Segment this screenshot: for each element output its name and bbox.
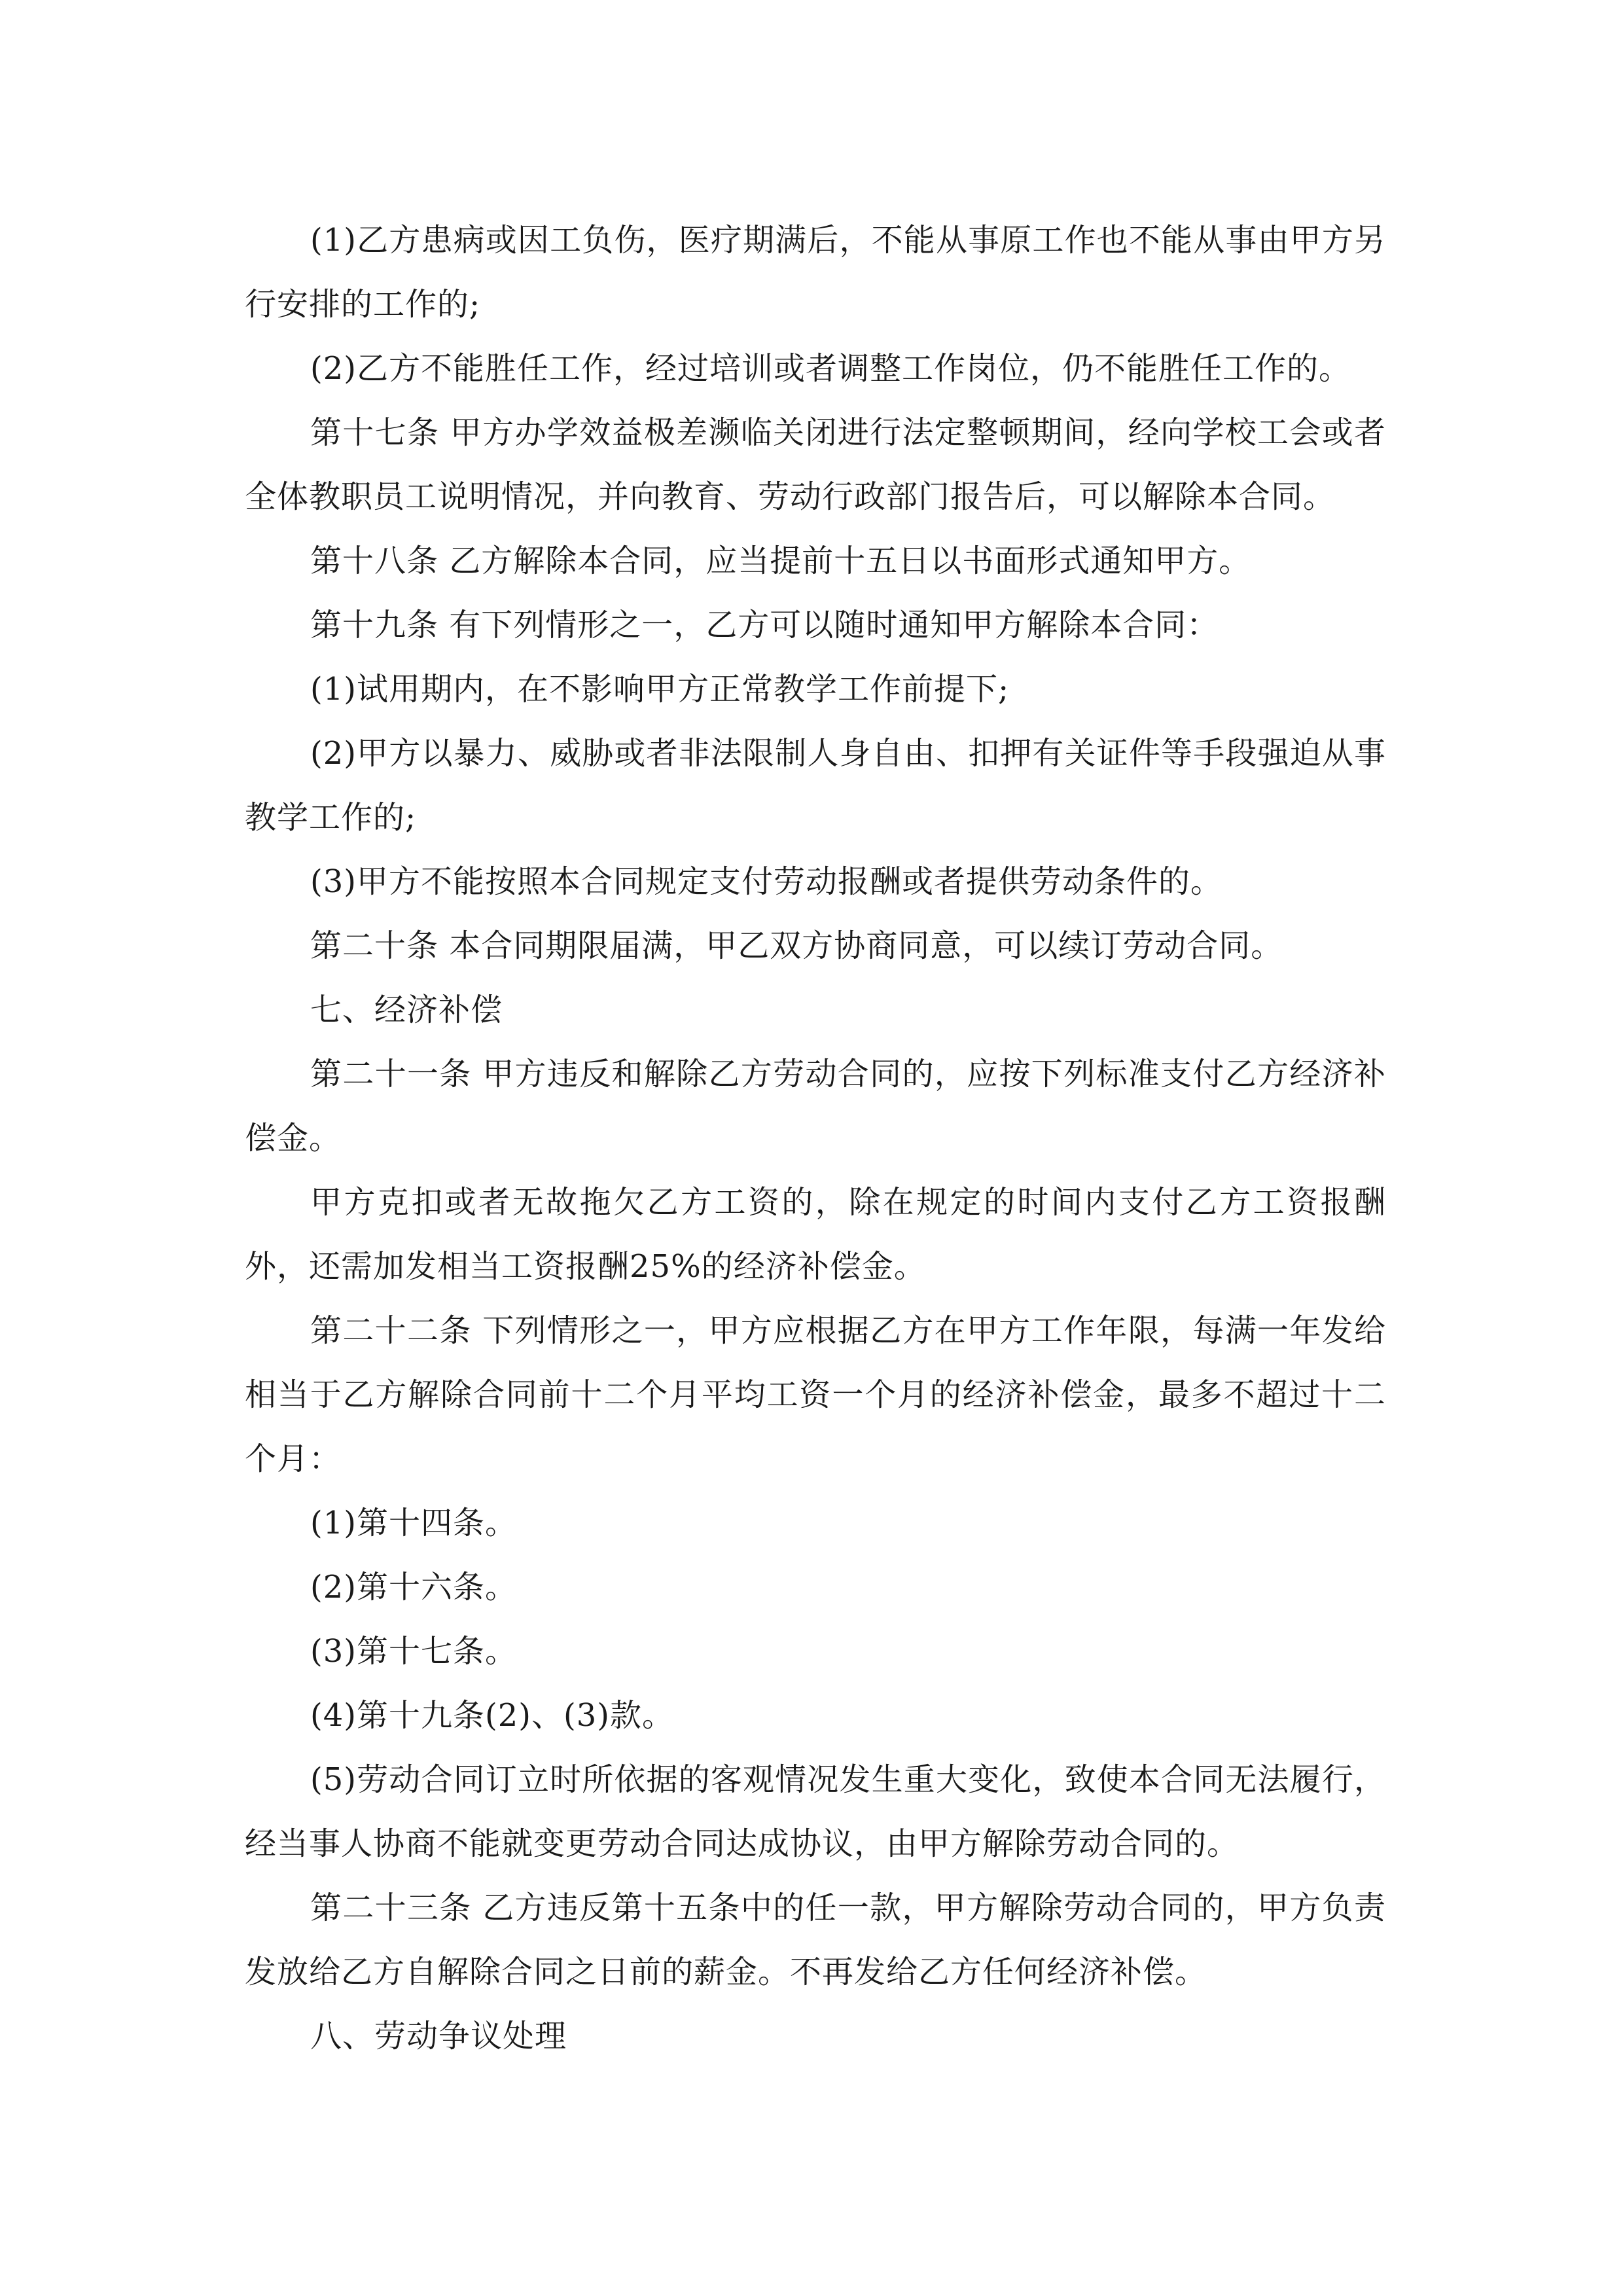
paragraph-clause-23: 第二十三条 乙方违反第十五条中的任一款，甲方解除劳动合同的，甲方负责发放给乙方自解除合同之日前的薪金。不再发给乙方任何经济补偿。 <box>245 1890 1386 1990</box>
paragraph-clause-18: 第十八条 乙方解除本合同，应当提前十五日以书面形式通知甲方。 <box>310 543 1251 579</box>
paragraph-clause-22-item-5: (5)劳动合同订立时所依据的客观情况发生重大变化，致使本合同无法履行，经当事人协商不能就变更劳动合同达成协议，由甲方解除劳动合同的。 <box>245 1761 1386 1862</box>
paragraph-clause-22-item-4: (4)第十九条(2)、(3)款。 <box>310 1697 674 1734</box>
paragraph-clause-20: 第二十条 本合同期限届满，甲乙双方协商同意，可以续订劳动合同。 <box>310 927 1283 964</box>
paragraph-clause-22-item-3: (3)第十七条。 <box>310 1633 517 1670</box>
paragraph-clause-19-item-3: (3)甲方不能按照本合同规定支付劳动报酬或者提供劳动条件的。 <box>310 863 1222 900</box>
section-heading-economic-compensation: 七、经济补偿 <box>310 992 503 1028</box>
paragraph-clause-22-item-2: (2)第十六条。 <box>310 1569 517 1605</box>
paragraph-clause-22: 第二十二条 下列情形之一，甲方应根据乙方在甲方工作年限，每满一年发给相当于乙方解除合同前十二个月平均工资一个月的经济补偿金，最多不超过十二个月： <box>245 1312 1386 1477</box>
paragraph-clause-21: 第二十一条 甲方违反和解除乙方劳动合同的，应按下列标准支付乙方经济补偿金。 <box>245 1056 1386 1157</box>
document-body <box>245 208 1386 2068</box>
paragraph-clause-19-item-2: (2)甲方以暴力、威胁或者非法限制人身自由、扣押有关证件等手段强迫从事教学工作的; <box>245 735 1386 836</box>
paragraph-clause-16-item-2: (2)乙方不能胜任工作，经过培训或者调整工作岗位，仍不能胜任工作的。 <box>310 350 1351 387</box>
paragraph-wage-arrears: 甲方克扣或者无故拖欠乙方工资的，除在规定的时间内支付乙方工资报酬外，还需加发相当工资报酬25%的经济补偿金。 <box>245 1184 1386 1285</box>
paragraph-clause-22-item-1: (1)第十四条。 <box>310 1505 517 1541</box>
paragraph-clause-19-item-1: (1)试用期内，在不影响甲方正常教学工作前提下; <box>310 671 1010 708</box>
paragraph-clause-19: 第十九条 有下列情形之一，乙方可以随时通知甲方解除本合同： <box>310 607 1219 643</box>
paragraph-clause-17: 第十七条 甲方办学效益极差濒临关闭进行法定整顿期间，经向学校工会或者全体教职员工说明情况，并向教育、劳动行政部门报告后，可以解除本合同。 <box>245 414 1386 515</box>
section-heading-labor-dispute: 八、劳动争议处理 <box>310 2018 567 2054</box>
paragraph-clause-16-item-1: (1)乙方患病或因工负伤，医疗期满后，不能从事原工作也不能从事由甲方另行安排的工作的; <box>245 222 1386 323</box>
